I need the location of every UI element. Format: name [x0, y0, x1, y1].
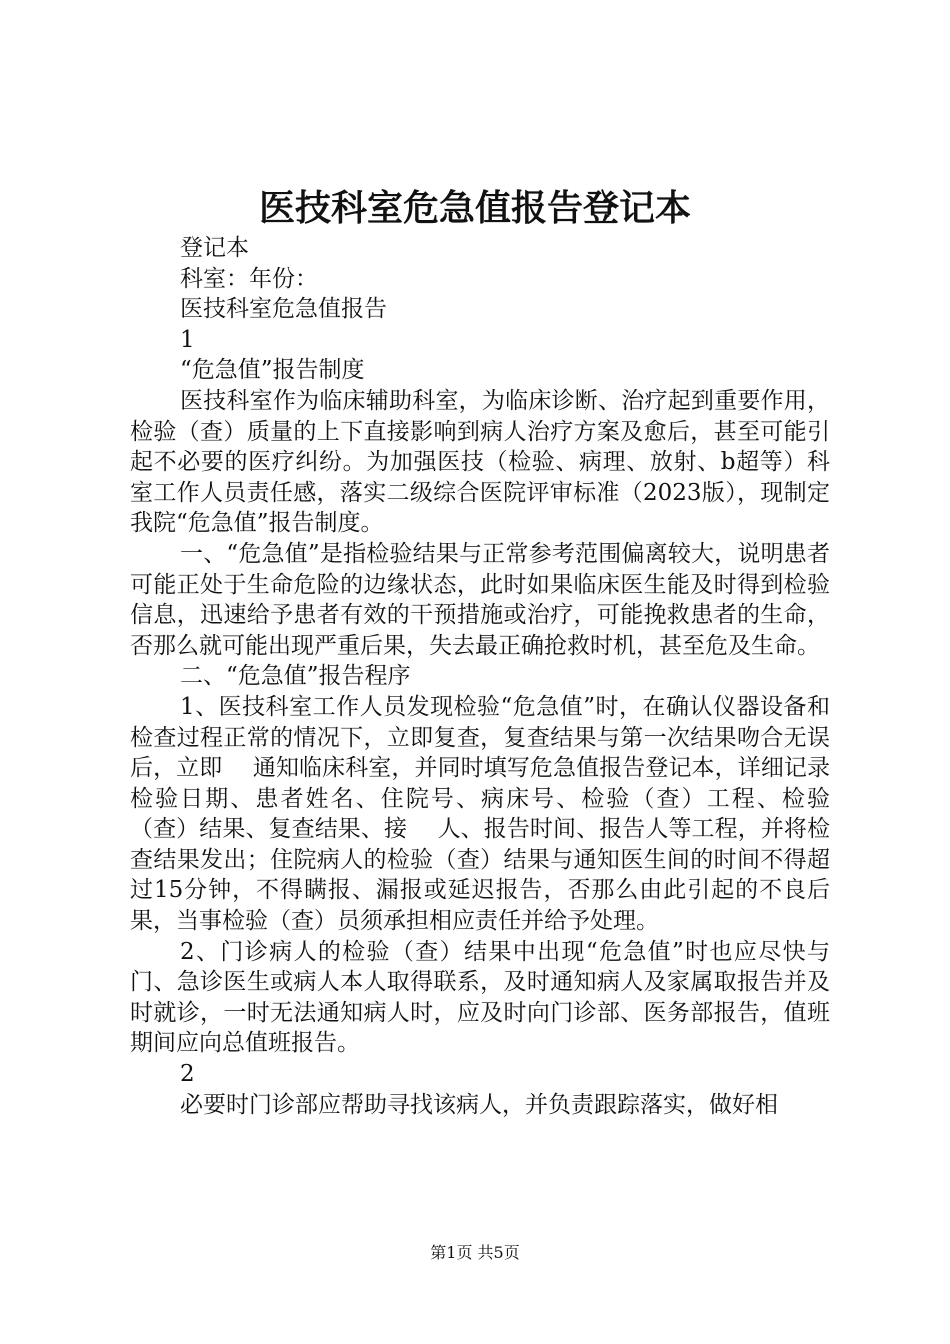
paragraph-procedure-1: 1、医技科室工作人员发现检验“危急值”时，在确认仪器设备和检查过程正常的情况下，立即复查，复查结果与第一次结果吻合无误后，立即 通知临床科室，并同时填写危急值报告登记本，详细记录检验日期、患者姓名、住院号、病床号、检验（查）工程、检验（查）结果、复查结果、接 人、报告时间、报告人等工程，并将检查结果发出；住院病人的检验（查）结果与通知医生间的时间不得超过15分钟，不得瞒报、漏报或延迟报告，否那么由此引起的不良后果，当事检验（查）员须承担相应责任并给予处理。 — [130, 693, 830, 935]
page-footer: 第1页 共5页 — [430, 1243, 520, 1262]
document-body — [130, 233, 830, 1120]
paragraph-subtitle: 医技科室危急值报告 — [180, 296, 387, 323]
paragraph-register: 登记本 — [180, 235, 249, 261]
paragraph-system-heading: “危急值”报告制度 — [180, 357, 365, 384]
paragraph-continuation: 必要时门诊部应帮助寻找该病人，并负责跟踪落实，做好相 — [180, 1091, 778, 1118]
paragraph-page-marker-1: 1 — [180, 326, 195, 353]
paragraph-procedure-2: 2、门诊病人的检验（查）结果中出现“危急值”时也应尽快与门、急诊医生或病人本人取得联系，及时通知病人及家属取报告并及时就诊，一时无法通知病人时，应及时向门诊部、医务部报告，值班期间应向总值班报告。 — [130, 938, 830, 1057]
paragraph-definition: 一、“危急值”是指检验结果与正常参考范围偏离较大，说明患者可能正处于生命危险的边缘状态，此时如果临床医生能及时得到检验信息，迅速给予患者有效的干预措施或治疗，可能挽救患者的生命，否那么就可能出现严重后果，失去最正确抢救时机，甚至危及生命。 — [130, 540, 830, 659]
paragraph-intro: 医技科室作为临床辅助科室，为临床诊断、治疗起到重要作用，检验（查）质量的上下直接影响到病人治疗方案及愈后，甚至可能引起不必要的医疗纠纷。为加强医技（检验、病理、放射、b超等）科室工作人员责任感，落实二级综合医院评审标准（2023版），现制定我院“危急值”报告制度。 — [130, 387, 830, 537]
paragraph-procedure-heading: 二、“危急值”报告程序 — [180, 663, 411, 690]
paragraph-dept-year: 科室：年份： — [180, 265, 318, 292]
document-title: 医技科室危急值报告登记本 — [258, 187, 691, 229]
paragraph-page-marker-2: 2 — [180, 1061, 195, 1088]
